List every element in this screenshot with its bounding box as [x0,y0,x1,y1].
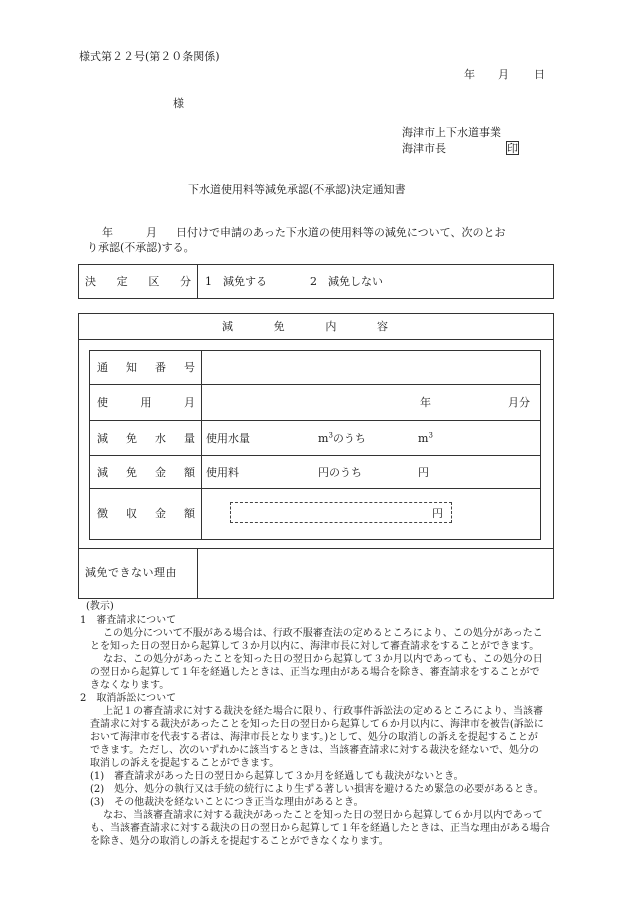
details-header: 減 免 内 容 [222,320,388,333]
notes-heading: (教示) [86,601,114,612]
notes-s2-p1-l4: できます。ただし、次のいずれかに該当するときは、当該審査請求に対する裁決を経ないで、処分の [90,745,539,756]
notes-s1-p1-l2: とを知った日の翌日から起算して３か月以内に、海津市長に対して審査請求をすることができます。 [90,641,540,652]
issuer-org: 海津市上下水道事業 [402,126,501,139]
row-divider-4 [89,488,541,489]
notes-s2-p2-l1: なお、当該審査請求に対する裁決があったことを知った日の翌日から起算して６か月以内であって [103,810,543,821]
form-number: 様式第２２号(第２０条関係) [79,50,220,63]
decision-option-2: 2 減免しない [310,275,383,288]
notes-s2-p1-l3: おいて海津市を代表する者は、海津市長となります。)として、処分の取消しの訴えを提起することが [90,732,538,743]
reason-vertical-divider [197,548,198,599]
decision-divider [197,264,198,299]
intro-year: 年 [102,226,113,239]
date-month: 月 [498,68,509,81]
notes-item-2: (2) 処分、処分の執行又は手続の続行により生ずる著しい損害を避けるため緊急の必要があるとき。 [90,784,544,795]
reason-divider [78,548,554,549]
notes-s1-p2-l1: なお、この処分があったことを知った日の翌日から起算して３か月以内であっても、この処分の日 [103,654,543,665]
row-divider-3 [89,455,541,456]
inner-table-divider [201,350,202,540]
notes-s2-p2-l2: も、当該審査請求に対する裁決の日の翌日から起算して１年を経過したときは、正当な理由がある場合 [90,823,550,834]
date-day: 日 [534,68,545,81]
intro-line1: 日付けで申請のあった下水道の使用料等の減免について、次のとお [176,226,506,239]
fee-prefix: 使用料 [206,466,239,479]
addressee-suffix: 様 [173,97,184,110]
collection-yen: 円 [432,507,443,520]
volume-unit-1: $m^3$のうち [318,431,366,445]
notes-s1-p2-l2: の翌日から起算して１年を経過したときは、正当な理由がある場合を除き、審査請求をすることがで [90,667,540,678]
row-label-collection-amount: 徴 収 金 額 [97,507,195,520]
notes-item-3: (3) その他裁決を経ないことにつき正当な理由があるとき。 [90,797,364,808]
issuer-title: 海津市長 [402,142,446,155]
details-header-divider [78,339,554,340]
notes-s2-p1-l2: 査請求に対する裁決があったことを知った日の翌日から起算して６か月以内に、海津市を被告(訴訟に [90,719,544,730]
collection-amount-field[interactable] [230,502,452,523]
volume-prefix: 使用水量 [206,432,250,445]
document-title: 下水道使用料等減免承認(不承認)決定通知書 [188,183,406,196]
row-label-reduced-volume: 減 免 水 量 [97,432,195,445]
row-label-reduced-amount: 減 免 金 額 [97,466,195,479]
reason-label: 減免できない理由 [85,566,177,579]
row-label-usage-month: 使 用 月 [97,396,195,409]
decision-option-1: 1 減免する [205,275,267,288]
usage-month-month: 月分 [508,396,530,409]
intro-month: 月 [146,226,157,239]
notes-item-1: (1) 審査請求があった日の翌日から起算して３か月を経過しても裁決がないとき。 [90,771,464,782]
notes-s2-p1-l5: 取消しの訴えを提起することができます。 [90,758,280,769]
row-divider-2 [89,420,541,421]
usage-month-year: 年 [420,396,431,409]
seal-mark: 印 [507,142,518,155]
date-year: 年 [464,68,475,81]
notes-s2-p2-l3: を除き、処分の取消しの訴えを提起することができなくなります。 [90,836,389,847]
notes-s1-p1-l1: この処分について不服がある場合は、行政不服審査法の定めるところにより、この処分があったこ [103,628,543,639]
intro-line2: り承認(不承認)する。 [87,241,195,254]
notes-s1-p2-l3: きなくなります。 [90,680,170,691]
notes-s2-p1-l1: 上記１の審査請求に対する裁決を経た場合に限り、行政事件訴訟法の定めるところにより、当該審 [103,706,543,717]
row-divider-1 [89,384,541,385]
volume-unit-2: $m^3$ [418,431,433,445]
row-label-notice-number: 通 知 番 号 [97,361,195,374]
fee-end: 円 [418,466,429,479]
notes-s1-title: 1 審査請求について [80,615,177,626]
notes-s2-title: 2 取消訴訟について [80,693,177,704]
decision-label: 決 定 区 分 [85,275,191,288]
fee-mid: 円のうち [318,466,362,479]
